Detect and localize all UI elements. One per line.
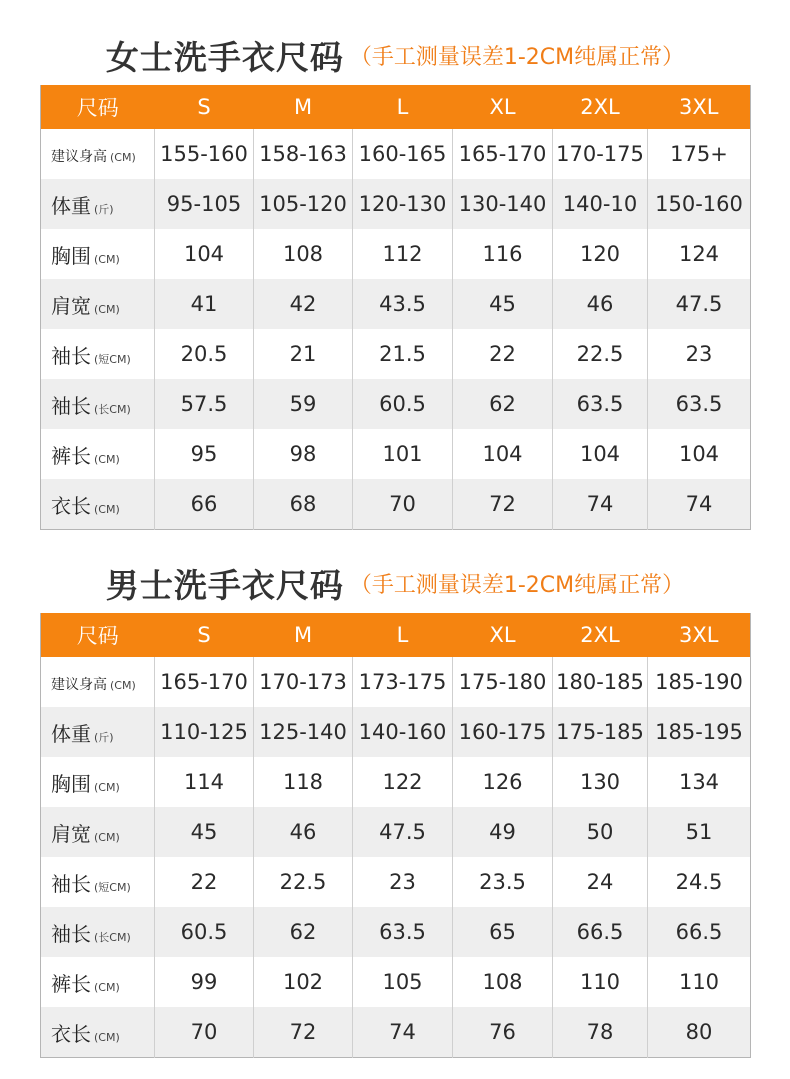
row-label: 胸围: [51, 771, 91, 796]
row-unit: (长CM): [94, 930, 131, 944]
men-table-body: [41, 657, 751, 1058]
table-cell: 22: [453, 329, 553, 379]
table-cell: 165-170: [155, 657, 254, 707]
row-unit: (CM): [94, 452, 120, 466]
table-cell: 23: [353, 857, 453, 907]
table-cell: 122: [353, 757, 453, 807]
table-cell: 50: [553, 807, 648, 857]
table-cell: 120: [553, 229, 648, 279]
table-cell: 46: [254, 807, 353, 857]
table-cell: 80: [648, 1007, 751, 1058]
table-cell: 160-175: [453, 707, 553, 757]
table-cell: 66.5: [553, 907, 648, 957]
men-title-row: [40, 558, 750, 608]
row-label: 建议身高: [51, 149, 107, 165]
row-label: 衣长: [51, 493, 91, 518]
men-title: 男士洗手衣尺码: [105, 565, 344, 605]
row-unit: (CM): [94, 1030, 120, 1044]
table-cell: 74: [553, 479, 648, 530]
women-title: 女士洗手衣尺码: [105, 37, 344, 77]
row-unit: (斤): [94, 730, 114, 744]
table-cell: 47.5: [353, 807, 453, 857]
table-cell: 165-170: [453, 129, 553, 179]
table-cell: 72: [254, 1007, 353, 1058]
row-unit: (CM): [94, 502, 120, 516]
women-table-body: [41, 129, 751, 530]
table-cell: 175-185: [553, 707, 648, 757]
table-cell: 158-163: [254, 129, 353, 179]
table-row: [41, 279, 751, 329]
table-cell: 62: [254, 907, 353, 957]
table-cell: 45: [453, 279, 553, 329]
row-unit: (CM): [110, 151, 136, 164]
table-cell: 105-120: [254, 179, 353, 229]
women-measure-note: （手工测量误差1-2CM纯属正常）: [349, 44, 685, 70]
table-cell: 21: [254, 329, 353, 379]
table-cell: 101: [353, 429, 453, 479]
row-label: 裤长: [51, 443, 91, 468]
table-cell: 104: [553, 429, 648, 479]
table-cell: 51: [648, 807, 751, 857]
table-cell: 65: [453, 907, 553, 957]
table-row: [41, 757, 751, 807]
men-size-section: [40, 558, 750, 1058]
table-cell: 104: [453, 429, 553, 479]
table-cell: 110-125: [155, 707, 254, 757]
row-label: 袖长: [51, 871, 91, 896]
women-size-table: [40, 85, 751, 530]
table-cell: 155-160: [155, 129, 254, 179]
table-cell: 62: [453, 379, 553, 429]
header-size-s: S: [155, 85, 254, 129]
row-label: 袖长: [51, 393, 91, 418]
row-label-cell: [41, 129, 155, 179]
table-cell: 72: [453, 479, 553, 530]
table-row: [41, 329, 751, 379]
table-cell: 125-140: [254, 707, 353, 757]
row-label-cell: [41, 429, 155, 479]
row-label: 肩宽: [51, 821, 91, 846]
row-label-cell: [41, 1007, 155, 1058]
table-cell: 22: [155, 857, 254, 907]
table-cell: 160-165: [353, 129, 453, 179]
table-row: [41, 479, 751, 530]
table-cell: 45: [155, 807, 254, 857]
table-cell: 23.5: [453, 857, 553, 907]
table-cell: 173-175: [353, 657, 453, 707]
table-cell: 95-105: [155, 179, 254, 229]
header-size-m: M: [254, 613, 353, 657]
men-size-table: [40, 613, 751, 1058]
table-row: [41, 379, 751, 429]
row-label: 体重: [51, 193, 91, 218]
row-label: 裤长: [51, 971, 91, 996]
row-label-cell: [41, 379, 155, 429]
table-row: [41, 429, 751, 479]
row-label-cell: [41, 957, 155, 1007]
men-measure-note: （手工测量误差1-2CM纯属正常）: [349, 572, 685, 598]
table-cell: 66.5: [648, 907, 751, 957]
table-cell: 99: [155, 957, 254, 1007]
table-cell: 170-175: [553, 129, 648, 179]
women-table-header: [41, 85, 751, 129]
table-cell: 66: [155, 479, 254, 530]
row-unit: (CM): [94, 302, 120, 316]
table-cell: 57.5: [155, 379, 254, 429]
table-cell: 120-130: [353, 179, 453, 229]
table-cell: 140-10: [553, 179, 648, 229]
table-cell: 23: [648, 329, 751, 379]
table-cell: 104: [648, 429, 751, 479]
table-cell: 98: [254, 429, 353, 479]
row-unit: (CM): [94, 252, 120, 266]
table-cell: 180-185: [553, 657, 648, 707]
table-cell: 41: [155, 279, 254, 329]
table-cell: 24: [553, 857, 648, 907]
row-label-cell: [41, 657, 155, 707]
table-row: [41, 807, 751, 857]
table-cell: 74: [353, 1007, 453, 1058]
table-cell: 170-173: [254, 657, 353, 707]
header-size-label: 尺码: [41, 85, 155, 129]
table-cell: 60.5: [155, 907, 254, 957]
header-size-l: L: [353, 85, 453, 129]
table-cell: 63.5: [553, 379, 648, 429]
table-cell: 24.5: [648, 857, 751, 907]
table-cell: 110: [648, 957, 751, 1007]
table-cell: 68: [254, 479, 353, 530]
table-cell: 63.5: [648, 379, 751, 429]
row-unit: (斤): [94, 202, 114, 216]
table-cell: 116: [453, 229, 553, 279]
table-cell: 22.5: [254, 857, 353, 907]
table-cell: 140-160: [353, 707, 453, 757]
row-unit: (长CM): [94, 402, 131, 416]
header-size-s: S: [155, 613, 254, 657]
table-cell: 134: [648, 757, 751, 807]
table-cell: 104: [155, 229, 254, 279]
row-label-cell: [41, 329, 155, 379]
row-label: 胸围: [51, 243, 91, 268]
table-cell: 21.5: [353, 329, 453, 379]
header-size-3xl: 3XL: [648, 613, 751, 657]
table-cell: 95: [155, 429, 254, 479]
table-cell: 49: [453, 807, 553, 857]
row-label: 体重: [51, 721, 91, 746]
table-cell: 42: [254, 279, 353, 329]
row-unit: (CM): [94, 980, 120, 994]
row-label: 袖长: [51, 921, 91, 946]
table-cell: 78: [553, 1007, 648, 1058]
table-cell: 63.5: [353, 907, 453, 957]
row-label-cell: [41, 757, 155, 807]
row-label-cell: [41, 807, 155, 857]
row-label: 袖长: [51, 343, 91, 368]
table-cell: 47.5: [648, 279, 751, 329]
table-row: [41, 129, 751, 179]
table-cell: 185-195: [648, 707, 751, 757]
table-cell: 124: [648, 229, 751, 279]
table-cell: 112: [353, 229, 453, 279]
table-cell: 118: [254, 757, 353, 807]
table-row: [41, 857, 751, 907]
table-cell: 108: [453, 957, 553, 1007]
table-row: [41, 957, 751, 1007]
table-cell: 175+: [648, 129, 751, 179]
table-cell: 110: [553, 957, 648, 1007]
table-cell: 43.5: [353, 279, 453, 329]
table-row: [41, 907, 751, 957]
table-cell: 20.5: [155, 329, 254, 379]
row-label: 衣长: [51, 1021, 91, 1046]
header-size-m: M: [254, 85, 353, 129]
row-label-cell: [41, 229, 155, 279]
header-size-3xl: 3XL: [648, 85, 751, 129]
table-cell: 46: [553, 279, 648, 329]
row-label: 建议身高: [51, 677, 107, 693]
table-cell: 114: [155, 757, 254, 807]
row-unit: (CM): [94, 830, 120, 844]
row-label-cell: [41, 279, 155, 329]
table-row: [41, 229, 751, 279]
row-label-cell: [41, 857, 155, 907]
table-row: [41, 1007, 751, 1058]
row-unit: (短CM): [94, 880, 131, 894]
table-cell: 126: [453, 757, 553, 807]
table-cell: 150-160: [648, 179, 751, 229]
men-table-header: [41, 613, 751, 657]
header-size-l: L: [353, 613, 453, 657]
row-label: 肩宽: [51, 293, 91, 318]
header-size-xl: XL: [453, 85, 553, 129]
header-size-xl: XL: [453, 613, 553, 657]
row-label-cell: [41, 179, 155, 229]
table-cell: 60.5: [353, 379, 453, 429]
table-cell: 130: [553, 757, 648, 807]
row-unit: (CM): [94, 780, 120, 794]
row-unit: (CM): [110, 679, 136, 692]
table-cell: 59: [254, 379, 353, 429]
table-cell: 70: [155, 1007, 254, 1058]
row-label-cell: [41, 907, 155, 957]
table-row: [41, 657, 751, 707]
row-label-cell: [41, 707, 155, 757]
table-cell: 105: [353, 957, 453, 1007]
table-cell: 70: [353, 479, 453, 530]
header-size-label: 尺码: [41, 613, 155, 657]
women-size-section: [40, 30, 750, 530]
women-title-row: [40, 30, 750, 80]
table-cell: 175-180: [453, 657, 553, 707]
row-unit: (短CM): [94, 352, 131, 366]
table-cell: 22.5: [553, 329, 648, 379]
header-size-2xl: 2XL: [553, 85, 648, 129]
header-size-2xl: 2XL: [553, 613, 648, 657]
table-cell: 102: [254, 957, 353, 1007]
row-label-cell: [41, 479, 155, 530]
table-row: [41, 707, 751, 757]
table-cell: 130-140: [453, 179, 553, 229]
table-cell: 108: [254, 229, 353, 279]
table-cell: 76: [453, 1007, 553, 1058]
table-cell: 185-190: [648, 657, 751, 707]
table-row: [41, 179, 751, 229]
table-cell: 74: [648, 479, 751, 530]
